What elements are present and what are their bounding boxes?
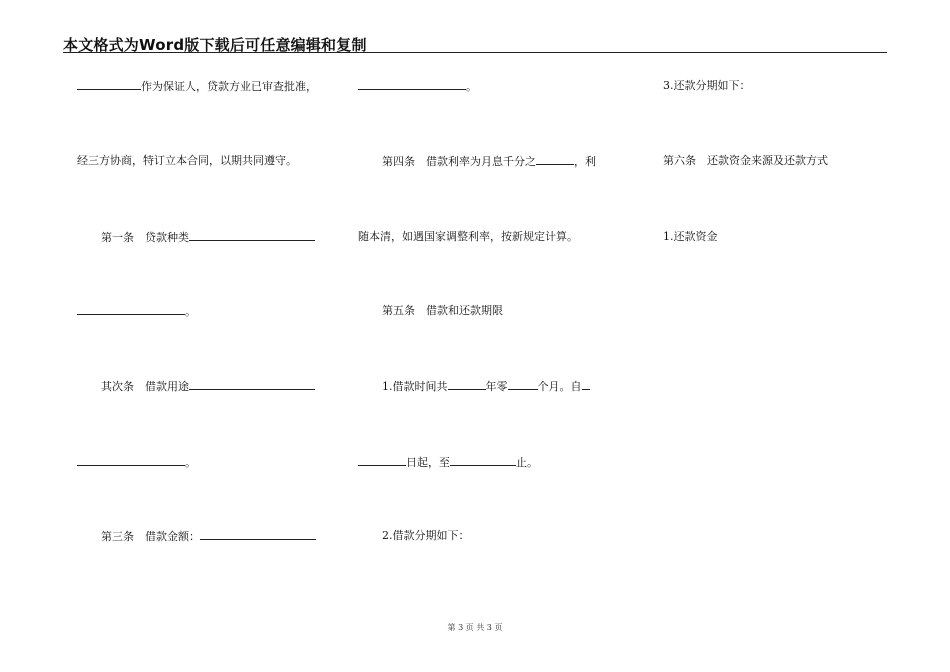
loan-period-from-text: 日起，至 <box>406 456 450 469</box>
blank-loan-purpose <box>189 379 315 390</box>
blank-end-date <box>450 455 516 466</box>
col2-line-2-end: ，利 <box>574 155 596 168</box>
loan-duration-months-label: 个月。自 <box>537 380 582 393</box>
col1-line-2-text: 经三方协商，特订立本合同，以期共同遵守。 <box>77 154 297 167</box>
col2-line-2 <box>382 154 596 169</box>
col2-line-7 <box>382 529 470 543</box>
header-divider <box>63 52 887 53</box>
blank-loan-type <box>189 230 315 241</box>
col2-line-6 <box>358 455 538 470</box>
col1-line-1 <box>77 79 317 94</box>
page-number-footer: 第 3 页 共 3 页 <box>447 623 503 632</box>
loan-amount-label: 第三条 借款金额： <box>101 530 200 543</box>
col2-line-3 <box>358 230 578 244</box>
repayment-installments-text: 3.还款分期如下： <box>663 79 751 92</box>
col3-line-3 <box>663 230 718 244</box>
interest-rate-text: 第四条 借款利率为月息千分之 <box>382 155 536 168</box>
col3-line-1 <box>663 79 751 93</box>
article-five-heading: 第五条 借款和还款期限 <box>382 304 503 317</box>
loan-period-end-text: 止。 <box>516 456 538 469</box>
loan-duration-years-label: 年零 <box>485 380 508 393</box>
blank-loan-purpose-cont <box>77 455 185 466</box>
col1-line-6-end: 。 <box>185 456 196 469</box>
col2-line-4 <box>382 304 503 318</box>
col1-line-4-end: 。 <box>185 305 196 318</box>
blank-start-day <box>358 455 406 466</box>
col1-line-6 <box>77 455 196 470</box>
blank-months <box>508 379 538 390</box>
loan-type-label: 第一条 贷款种类 <box>101 231 189 244</box>
loan-purpose-label: 其次条 借款用途 <box>101 380 189 393</box>
loan-duration-text: 1.借款时间共 <box>382 380 448 393</box>
blank-loan-type-cont <box>77 304 185 315</box>
col1-line-2 <box>77 154 297 168</box>
document-header-title: 本文格式为Word版下载后可任意编辑和复制 <box>63 36 367 54</box>
col2-line-1 <box>358 79 477 94</box>
col1-line-1-text: 作为保证人，贷款方业已审查批准， <box>141 80 317 93</box>
col2-line-5 <box>382 379 590 394</box>
blank-years <box>448 379 486 390</box>
blank-guarantor <box>77 79 141 90</box>
col1-line-4 <box>77 304 196 319</box>
col1-line-7 <box>101 529 316 544</box>
blank-start-date <box>582 379 590 390</box>
blank-col2-top <box>358 79 466 90</box>
col3-line-2 <box>663 154 828 168</box>
col1-line-5 <box>101 379 315 394</box>
repayment-funds-text: 1.还款资金 <box>663 230 718 243</box>
blank-interest-rate <box>536 154 574 165</box>
interest-adjust-text: 随本清，如遇国家调整利率，按新规定计算。 <box>358 230 578 243</box>
loan-installments-text: 2.借款分期如下： <box>382 529 470 542</box>
blank-loan-amount <box>200 529 316 540</box>
col1-line-3 <box>101 230 315 245</box>
col2-line-1-end: 。 <box>466 80 477 93</box>
article-six-heading: 第六条 还款资金来源及还款方式 <box>663 154 828 167</box>
